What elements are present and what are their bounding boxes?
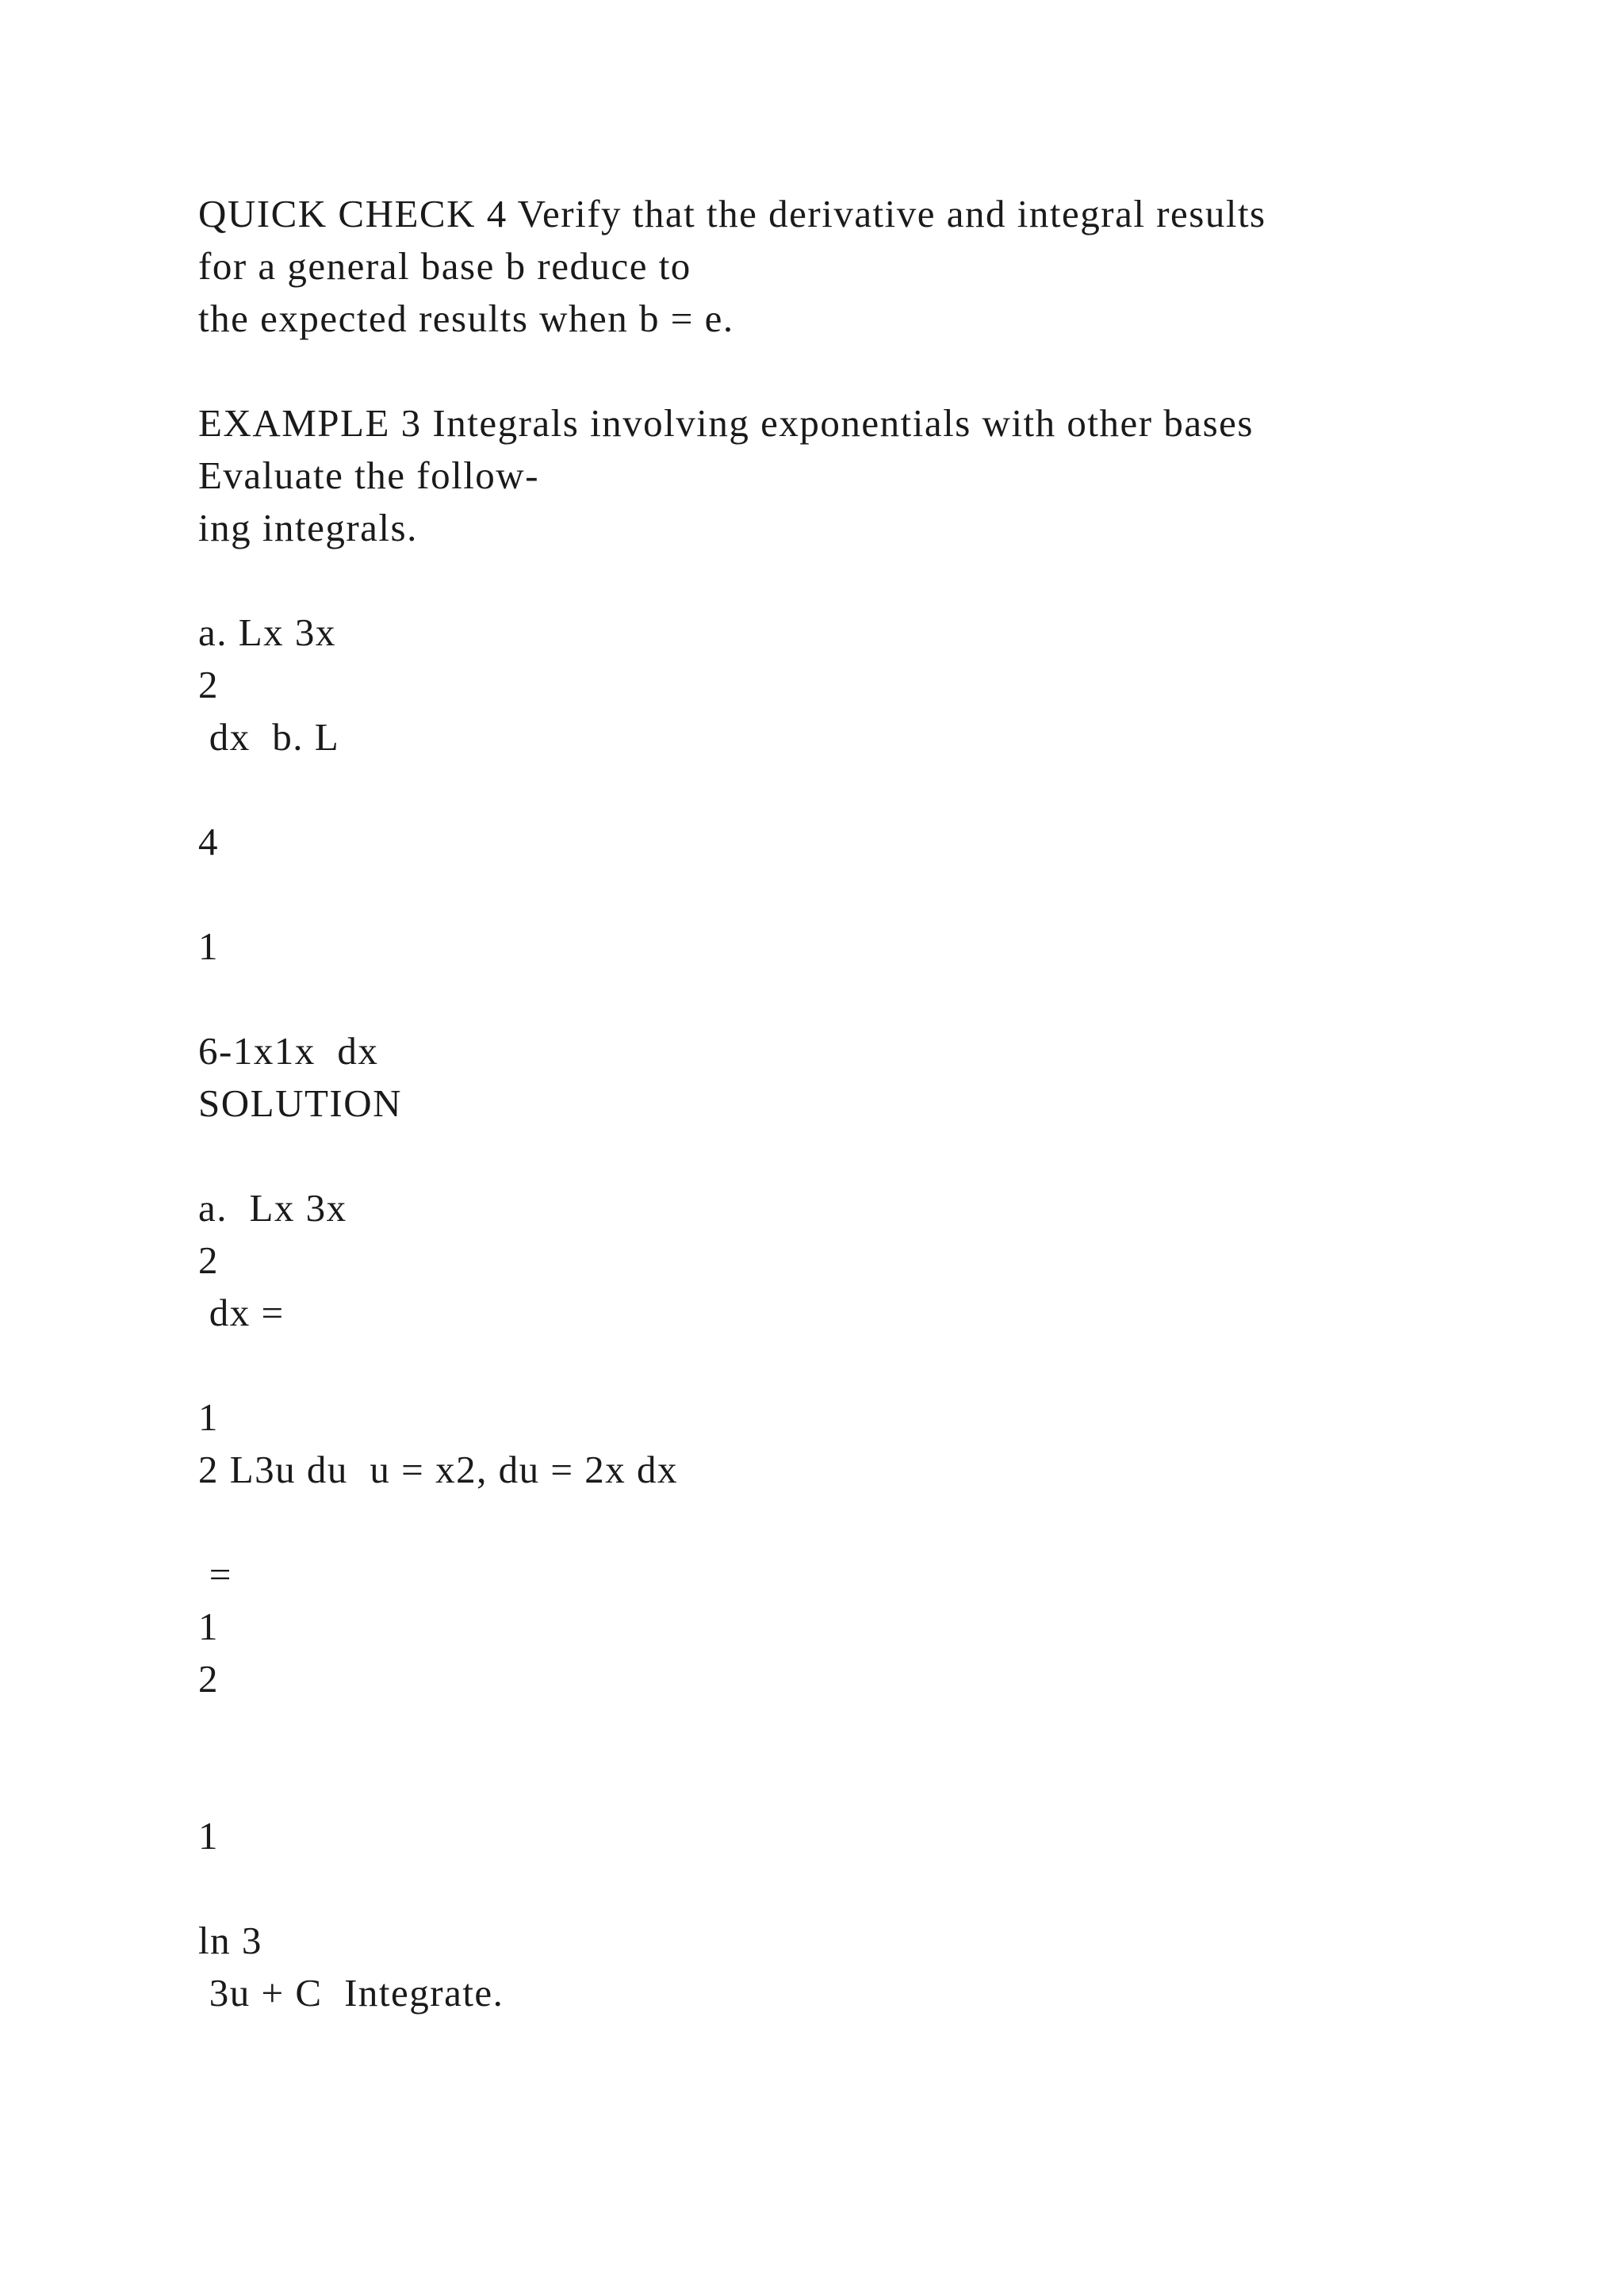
text-line: a. Lx 3x xyxy=(198,1186,347,1230)
text-line: 2 L3u du u = x2, du = 2x dx xyxy=(198,1448,678,1491)
blank-line xyxy=(198,554,1467,607)
blank-line xyxy=(198,1862,1467,1915)
blank-line xyxy=(198,1130,1467,1182)
blank-line xyxy=(198,1705,1467,1758)
text-line: = xyxy=(198,1552,232,1596)
text-line: 2 xyxy=(198,1657,219,1701)
blank-line xyxy=(198,763,1467,816)
text-line: 1 xyxy=(198,1395,219,1439)
blank-line xyxy=(198,1758,1467,1810)
text-line: the expected results when b = e. xyxy=(198,297,734,340)
blank-line xyxy=(198,1339,1467,1391)
blank-line xyxy=(198,345,1467,397)
text-line: 2 xyxy=(198,663,219,706)
text-line: ing integrals. xyxy=(198,506,418,549)
text-line: 3u + C Integrate. xyxy=(198,1971,504,2015)
text-line: 1 xyxy=(198,924,219,968)
text-line: QUICK CHECK 4 Verify that the derivative and integral results xyxy=(198,192,1266,235)
text-line: dx = xyxy=(198,1291,285,1334)
blank-line xyxy=(198,973,1467,1025)
text-line: 1 xyxy=(198,1814,219,1858)
text-line: a. Lx 3x xyxy=(198,610,336,654)
blank-line xyxy=(198,868,1467,920)
text-line: SOLUTION xyxy=(198,1081,402,1125)
text-line: 2 xyxy=(198,1238,219,1282)
text-line: ln 3 xyxy=(198,1919,262,1962)
text-line: Evaluate the follow- xyxy=(198,453,540,497)
blank-line xyxy=(198,1496,1467,1548)
text-line: dx b. L xyxy=(198,715,340,759)
text-line: 4 xyxy=(198,820,219,863)
document-text xyxy=(198,188,1467,2019)
text-line: for a general base b reduce to xyxy=(198,244,691,288)
text-line: 1 xyxy=(198,1605,219,1648)
text-line: 6-1x1x dx xyxy=(198,1029,379,1073)
text-line: EXAMPLE 3 Integrals involving exponentials with other bases xyxy=(198,401,1254,445)
